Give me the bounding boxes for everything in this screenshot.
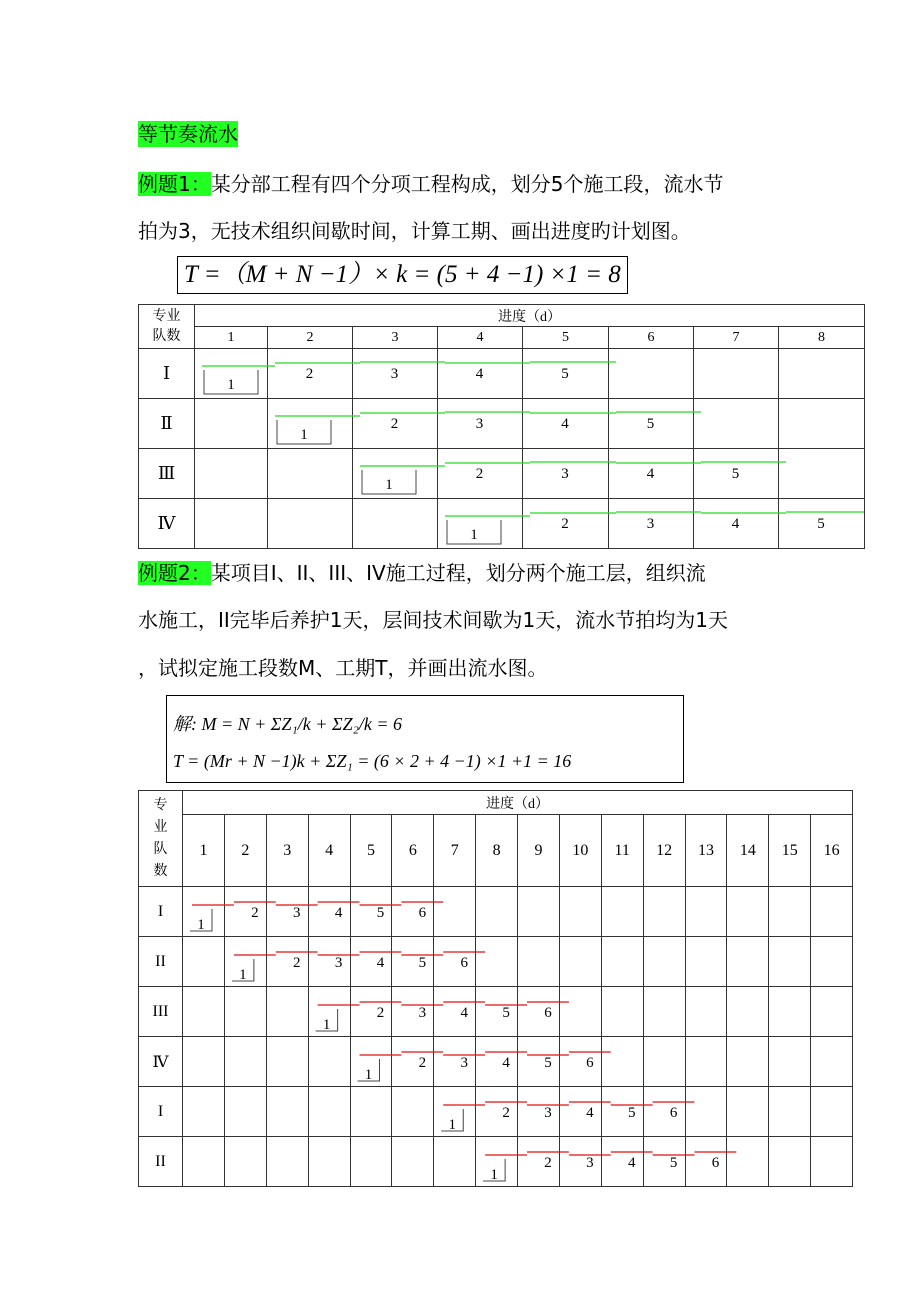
schedule-cell <box>601 1137 643 1187</box>
schedule-cell <box>350 987 392 1037</box>
segment-label: 4 <box>376 955 385 971</box>
segment-label: 1 <box>322 1017 331 1033</box>
team-label: Ⅳ <box>139 499 195 549</box>
schedule-cell <box>769 937 811 987</box>
segment-label: 4 <box>561 416 569 432</box>
segment-label: 2 <box>305 366 314 382</box>
segment-label: 3 <box>475 416 484 432</box>
segment-label: 2 <box>561 516 569 532</box>
example2-text-line3: ，试拟定施工段数M、工期T，并画出流水图。 <box>138 656 548 680</box>
table-row <box>139 937 853 987</box>
schedule-cell <box>518 887 560 937</box>
day-header-11: 11 <box>601 815 643 887</box>
day-header-14: 14 <box>727 815 769 887</box>
day-header-15: 15 <box>769 815 811 887</box>
day-header-2: 2 <box>224 815 266 887</box>
schedule-cell <box>779 449 865 499</box>
schedule-cell <box>685 987 727 1037</box>
day-header-8: 8 <box>476 815 518 887</box>
schedule-cell <box>769 1137 811 1187</box>
schedule-cell <box>601 987 643 1037</box>
team-header-char: 数 <box>153 863 168 879</box>
schedule-cell <box>434 1087 476 1137</box>
schedule-cell <box>476 937 518 987</box>
schedule-cell <box>643 887 685 937</box>
example1-text-line1: 某分部工程有四个分项工程构成，划分5个施工段，流水节 <box>210 172 724 196</box>
schedule-cell <box>685 1037 727 1087</box>
schedule-cell <box>308 1037 350 1087</box>
schedule-cell <box>392 887 434 937</box>
team-label: III <box>139 987 183 1037</box>
schedule-cell <box>308 987 350 1037</box>
day-header-6: 6 <box>392 815 434 887</box>
schedule-cell <box>523 399 609 449</box>
schedule-cell <box>266 937 308 987</box>
schedule-cell <box>266 1037 308 1087</box>
schedule-cell <box>694 399 779 449</box>
section-title: 等节奏流水 <box>138 122 238 146</box>
segment-label: 6 <box>544 1005 552 1021</box>
schedule-cell <box>268 399 353 449</box>
segment-label: 5 <box>418 955 427 971</box>
schedule-cell <box>476 887 518 937</box>
schedule-cell <box>392 1087 434 1137</box>
schedule-cell <box>518 987 560 1037</box>
schedule-cell <box>224 1137 266 1187</box>
example2-formula-line2: T = (Mr + N −1)k + ΣZ₁ = (6 × 2 + 4 −1) ×1 +1 = 16 <box>173 751 572 771</box>
schedule-cell <box>353 499 438 549</box>
day-header-5: 5 <box>523 327 609 349</box>
schedule-cell <box>224 1087 266 1137</box>
schedule-cell <box>694 449 779 499</box>
team-label: Ⅲ <box>139 449 195 499</box>
segment-label: 6 <box>669 1105 678 1121</box>
segment-label: 6 <box>418 905 427 921</box>
schedule-cell <box>694 499 779 549</box>
schedule-cell <box>523 499 609 549</box>
segment-label: 3 <box>292 905 301 921</box>
schedule-cell <box>643 937 685 987</box>
schedule-cell <box>438 349 523 399</box>
schedule-cell <box>434 887 476 937</box>
segment-label: 3 <box>561 466 569 482</box>
segment-label: 2 <box>475 466 484 482</box>
schedule-cell <box>224 887 266 937</box>
segment-label: 2 <box>418 1055 427 1071</box>
schedule-cell <box>523 349 609 399</box>
schedule-cell <box>601 1037 643 1087</box>
segment-label: 4 <box>475 366 484 382</box>
team-header <box>139 791 183 887</box>
schedule-cell <box>769 987 811 1037</box>
schedule-cell <box>811 1137 853 1187</box>
schedule-cell <box>609 349 694 399</box>
team-label: Ⅳ <box>139 1037 183 1087</box>
example1-table-wrap <box>138 304 864 549</box>
schedule-cell <box>727 1037 769 1087</box>
schedule-cell <box>811 887 853 937</box>
schedule-cell <box>353 399 438 449</box>
segment-label: 2 <box>502 1105 510 1121</box>
schedule-cell <box>685 1137 727 1187</box>
example2-label: 例题2： <box>138 561 211 585</box>
schedule-cell <box>811 1037 853 1087</box>
day-header-5: 5 <box>350 815 392 887</box>
schedule-cell <box>438 399 523 449</box>
example1-label: 例题1： <box>138 172 211 196</box>
example1-text-line2: 拍为3，无技术组织间歇时间，计算工期、画出进度旳计划图。 <box>138 219 691 243</box>
schedule-cell <box>727 1137 769 1187</box>
day-header-3: 3 <box>353 327 438 349</box>
segment-label: 1 <box>239 967 247 983</box>
team-header-char: 队 <box>153 841 168 857</box>
schedule-cell <box>434 1037 476 1087</box>
schedule-cell <box>266 987 308 1037</box>
schedule-cell <box>350 937 392 987</box>
segment-label: 3 <box>586 1155 594 1171</box>
schedule-cell <box>224 987 266 1037</box>
schedule-cell <box>195 399 268 449</box>
segment-label: 2 <box>251 905 259 921</box>
schedule-cell <box>392 987 434 1037</box>
schedule-cell <box>434 987 476 1037</box>
schedule-cell <box>643 987 685 1037</box>
segment-label: 4 <box>646 466 655 482</box>
segment-label: 1 <box>385 477 393 493</box>
progress-header: 进度（d） <box>183 791 853 815</box>
segment-label: 5 <box>544 1055 552 1071</box>
schedule-cell <box>769 1037 811 1087</box>
team-header-line2: 队数 <box>152 328 181 344</box>
example2-text-line2: 水施工，II完毕后养护1天，层间技术间歇为1天，流水节拍均为1天 <box>138 608 728 632</box>
day-header-2: 2 <box>268 327 353 349</box>
segment-label: 6 <box>711 1155 720 1171</box>
team-label: I <box>139 887 183 937</box>
schedule-cell <box>609 499 694 549</box>
schedule-cell <box>643 1037 685 1087</box>
schedule-cell <box>727 987 769 1037</box>
segment-label: 4 <box>334 905 343 921</box>
schedule-cell <box>811 987 853 1037</box>
schedule-cell <box>685 887 727 937</box>
schedule-cell <box>609 399 694 449</box>
schedule-cell <box>811 937 853 987</box>
schedule-cell <box>559 1037 601 1087</box>
team-header-char: 业 <box>153 819 168 835</box>
segment-label: 5 <box>627 1105 636 1121</box>
example2-gantt-table <box>138 790 853 1187</box>
table-row <box>139 887 853 937</box>
schedule-cell <box>224 1037 266 1087</box>
schedule-cell <box>643 1137 685 1187</box>
segment-label: 5 <box>669 1155 678 1171</box>
day-header-12: 12 <box>643 815 685 887</box>
table-row <box>139 499 865 549</box>
team-header-char: 专 <box>153 797 168 813</box>
schedule-cell <box>476 1137 518 1187</box>
schedule-cell <box>476 1037 518 1087</box>
schedule-cell <box>266 1137 308 1187</box>
schedule-cell <box>727 1087 769 1137</box>
example2-formula <box>166 695 684 783</box>
schedule-cell <box>769 1087 811 1137</box>
team-header <box>139 305 195 349</box>
segment-label: 3 <box>390 366 399 382</box>
day-header-13: 13 <box>685 815 727 887</box>
segment-label: 4 <box>460 1005 468 1021</box>
segment-label: 5 <box>817 516 825 532</box>
schedule-cell <box>183 1087 225 1137</box>
segment-label: 4 <box>627 1155 636 1171</box>
segment-label: 4 <box>586 1105 594 1121</box>
team-header-line1: 专业 <box>152 308 181 324</box>
schedule-cell <box>518 1087 560 1137</box>
example2-text-line1: 某项目I、II、III、IV施工过程，划分两个施工层，组织流 <box>210 561 706 585</box>
segment-label: 1 <box>300 427 308 443</box>
segment-label: 1 <box>448 1117 456 1133</box>
schedule-cell <box>350 1087 392 1137</box>
segment-label: 6 <box>460 955 468 971</box>
schedule-cell <box>308 1137 350 1187</box>
segment-label: 1 <box>197 917 205 933</box>
segment-label: 2 <box>544 1155 552 1171</box>
schedule-cell <box>392 1037 434 1087</box>
day-header-6: 6 <box>609 327 694 349</box>
segment-label: 5 <box>376 905 385 921</box>
table-row <box>139 1037 853 1087</box>
schedule-cell <box>268 349 353 399</box>
day-header-1: 1 <box>183 815 225 887</box>
example1-formula: T =（M + N −1）× k = (5 + 4 −1) ×1 = 8 <box>177 256 628 294</box>
segment-label: 1 <box>227 377 235 393</box>
schedule-cell <box>268 449 353 499</box>
day-header-3: 3 <box>266 815 308 887</box>
schedule-cell <box>195 449 268 499</box>
day-header-1: 1 <box>195 327 268 349</box>
table-row <box>139 1087 853 1137</box>
segment-label: 3 <box>646 516 655 532</box>
schedule-cell <box>224 937 266 987</box>
example1-line1 <box>138 171 723 197</box>
schedule-cell <box>308 887 350 937</box>
schedule-cell <box>559 887 601 937</box>
schedule-cell <box>183 987 225 1037</box>
segment-label: 4 <box>731 516 740 532</box>
table-row <box>139 987 853 1037</box>
schedule-cell <box>523 449 609 499</box>
day-header-4: 4 <box>308 815 350 887</box>
team-label: Ⅱ <box>139 399 195 449</box>
schedule-cell <box>353 349 438 399</box>
schedule-cell <box>353 449 438 499</box>
schedule-cell <box>559 1137 601 1187</box>
schedule-cell <box>727 887 769 937</box>
schedule-cell <box>350 1137 392 1187</box>
segment-label: 1 <box>470 527 478 543</box>
schedule-cell <box>183 937 225 987</box>
schedule-cell <box>350 1037 392 1087</box>
schedule-cell <box>434 1137 476 1187</box>
team-label: I <box>139 1087 183 1137</box>
schedule-cell <box>392 1137 434 1187</box>
segment-label: 6 <box>586 1055 594 1071</box>
schedule-cell <box>518 1137 560 1187</box>
table-row <box>139 1137 853 1187</box>
schedule-cell <box>609 449 694 499</box>
segment-label: 2 <box>292 955 301 971</box>
schedule-cell <box>183 887 225 937</box>
schedule-cell <box>195 349 268 399</box>
table-row <box>139 349 865 399</box>
segment-label: 3 <box>334 955 343 971</box>
schedule-cell <box>779 499 865 549</box>
segment-label: 3 <box>544 1105 552 1121</box>
segment-label: 3 <box>418 1005 427 1021</box>
schedule-cell <box>559 1087 601 1137</box>
day-header-4: 4 <box>438 327 523 349</box>
schedule-cell <box>559 937 601 987</box>
segment-label: 5 <box>646 416 655 432</box>
day-header-7: 7 <box>434 815 476 887</box>
schedule-cell <box>392 937 434 987</box>
segment-label: 4 <box>502 1055 510 1071</box>
day-header-8: 8 <box>779 327 865 349</box>
segment-label: 3 <box>460 1055 468 1071</box>
segment-label: 5 <box>731 466 740 482</box>
team-label: Ⅰ <box>139 349 195 399</box>
schedule-cell <box>183 1137 225 1187</box>
schedule-cell <box>266 887 308 937</box>
schedule-cell <box>685 937 727 987</box>
schedule-cell <box>727 937 769 987</box>
schedule-cell <box>308 1087 350 1137</box>
segment-label: 1 <box>490 1167 498 1183</box>
schedule-cell <box>266 1087 308 1137</box>
segment-label: 2 <box>390 416 399 432</box>
schedule-cell <box>601 1087 643 1137</box>
schedule-cell <box>183 1037 225 1087</box>
schedule-cell <box>518 937 560 987</box>
segment-label: 5 <box>561 366 569 382</box>
progress-header: 进度（d） <box>195 305 865 327</box>
example2-line1 <box>138 560 706 586</box>
schedule-cell <box>476 1087 518 1137</box>
schedule-cell <box>438 499 523 549</box>
example2-table-wrap <box>138 790 852 1186</box>
segment-label: 2 <box>376 1005 385 1021</box>
table-row <box>139 449 865 499</box>
schedule-cell <box>476 987 518 1037</box>
schedule-cell <box>438 449 523 499</box>
table-row <box>139 399 865 449</box>
schedule-cell <box>601 887 643 937</box>
segment-label: 1 <box>364 1067 373 1083</box>
example2-formula-line1: 解: M = N + ΣZ₁/k + ΣZ₂/k = 6 <box>173 714 402 734</box>
schedule-cell <box>685 1087 727 1137</box>
schedule-cell <box>601 937 643 987</box>
day-header-10: 10 <box>559 815 601 887</box>
schedule-cell <box>779 349 865 399</box>
team-label: II <box>139 937 183 987</box>
schedule-cell <box>434 937 476 987</box>
schedule-cell <box>694 349 779 399</box>
day-header-16: 16 <box>811 815 853 887</box>
schedule-cell <box>779 399 865 449</box>
schedule-cell <box>350 887 392 937</box>
schedule-cell <box>811 1087 853 1137</box>
day-header-7: 7 <box>694 327 779 349</box>
schedule-cell <box>769 887 811 937</box>
day-header-9: 9 <box>518 815 560 887</box>
segment-label: 5 <box>502 1005 510 1021</box>
schedule-cell <box>268 499 353 549</box>
schedule-cell <box>518 1037 560 1087</box>
example1-gantt-table <box>138 304 865 549</box>
team-label: II <box>139 1137 183 1187</box>
schedule-cell <box>643 1087 685 1137</box>
schedule-cell <box>195 499 268 549</box>
schedule-cell <box>559 987 601 1037</box>
schedule-cell <box>308 937 350 987</box>
